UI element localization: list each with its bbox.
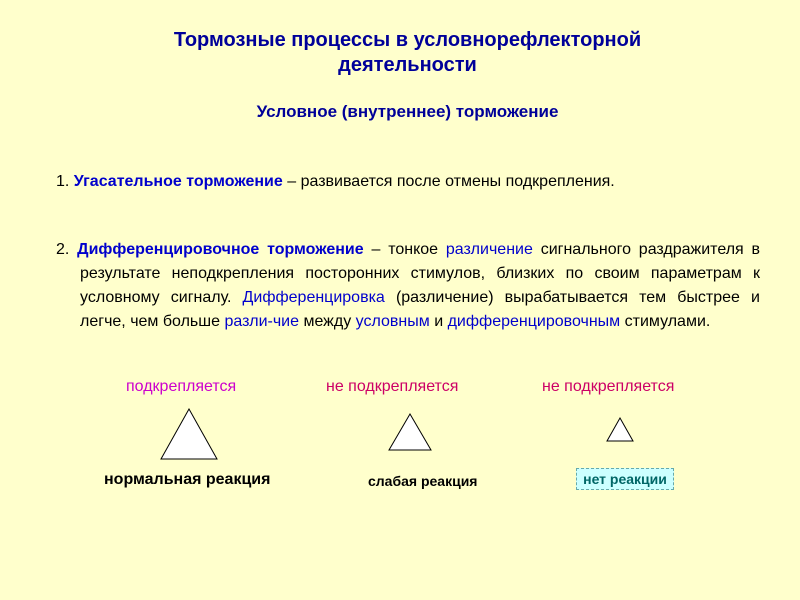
item-text: (различение) вырабатывается тем быстрее и легче, чем больше [80,289,760,330]
slide-title: Тормозные процессы в условнорефлекторной деятельности [173,29,642,76]
slide-subtitle: Условное (внутреннее) торможение [256,102,559,121]
item-text: между [303,313,352,330]
response-none: нет реакции [576,468,674,490]
item-text: стимулами. [624,313,711,330]
highlight-word: условным [355,313,430,330]
response-normal: нормальная реакция [104,471,271,488]
item-text: – тонкое [371,241,439,258]
response-weak: слабая реакция [368,473,478,489]
term-extinction-inhibition: Угасательное торможение [73,173,283,190]
highlight-word: разли-чие [224,313,299,330]
triangle-large-icon [160,408,218,460]
highlight-word: различение [445,241,533,258]
highlight-word: дифференцировочным [447,313,621,330]
term-differential-inhibition: Дифференцировочное торможение [77,241,364,258]
item-number: 1. [56,173,70,190]
label-not-reinforced: не подкрепляется [326,378,459,395]
item-text: – развивается после отмены подкрепления. [287,173,615,190]
triangle-small-icon [606,417,634,442]
item-text: и [434,313,444,330]
item-text: сигнального раздражителя в результате неподкрепления посторонних стимулов, близких по своим параметрам к условному сигналу. [80,241,761,306]
label-not-reinforced: не подкрепляется [542,378,675,395]
label-reinforced: подкрепляется [126,378,237,395]
triangle-medium-icon [388,413,432,451]
item-number: 2. [56,241,70,258]
list-item-extinction [56,171,776,193]
highlight-word: Дифференцировка [242,289,385,306]
list-item-differentiation [56,238,760,334]
